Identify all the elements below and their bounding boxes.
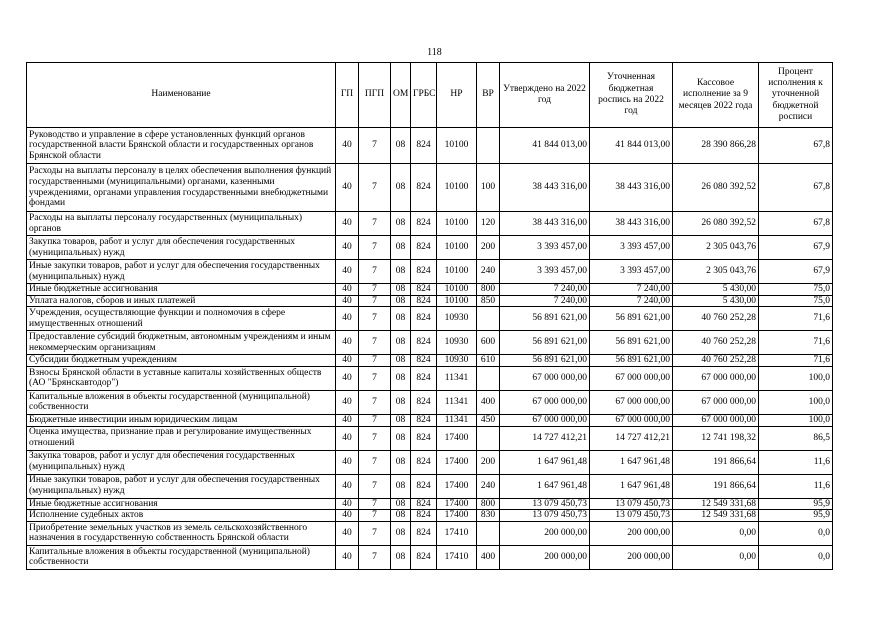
row-percent: 100,0 [759, 414, 833, 426]
row-om: 08 [391, 212, 411, 236]
row-grbs: 824 [411, 284, 437, 296]
row-ppgp: 7 [359, 366, 391, 390]
row-grbs: 824 [411, 498, 437, 510]
row-gp: 40 [336, 331, 359, 355]
row-grbs: 824 [411, 474, 437, 498]
row-refined: 56 891 621,00 [590, 307, 673, 331]
row-nr: 10930 [437, 355, 477, 367]
header-om: ОМ [391, 63, 411, 128]
row-percent: 0,0 [759, 545, 833, 569]
row-vr [477, 366, 500, 390]
page-number: 118 [427, 47, 442, 58]
row-nr: 10100 [437, 260, 477, 284]
row-om: 08 [391, 426, 411, 450]
row-name: Иные закупки товаров, работ и услуг для обеспечения государственных (муниципальных) нужд [27, 260, 336, 284]
row-ppgp: 7 [359, 498, 391, 510]
header-ppgp: ПГП [359, 63, 391, 128]
row-om: 08 [391, 307, 411, 331]
row-approved: 14 727 412,21 [500, 426, 590, 450]
row-grbs: 824 [411, 414, 437, 426]
row-cash: 5 430,00 [673, 284, 759, 296]
row-grbs: 824 [411, 426, 437, 450]
row-percent: 11,6 [759, 474, 833, 498]
row-vr [477, 521, 500, 545]
row-percent: 71,6 [759, 331, 833, 355]
row-percent: 67,8 [759, 128, 833, 164]
row-nr: 10100 [437, 128, 477, 164]
row-ppgp: 7 [359, 521, 391, 545]
row-gp: 40 [336, 474, 359, 498]
row-name: Иные закупки товаров, работ и услуг для обеспечения государственных (муниципальных) нужд [27, 474, 336, 498]
row-cash: 0,00 [673, 545, 759, 569]
row-om: 08 [391, 128, 411, 164]
row-percent: 100,0 [759, 390, 833, 414]
row-om: 08 [391, 164, 411, 212]
table-row [27, 450, 833, 474]
row-vr: 200 [477, 450, 500, 474]
row-cash: 67 000 000,00 [673, 414, 759, 426]
row-name: Бюджетные инвестиции иным юридическим лицам [27, 414, 336, 426]
row-cash: 12 549 331,68 [673, 498, 759, 510]
row-refined: 56 891 621,00 [590, 355, 673, 367]
row-name: Предоставление субсидий бюджетным, автономным учреждениям и иным некоммерческим организациям [27, 331, 336, 355]
row-refined: 38 443 316,00 [590, 164, 673, 212]
table-row [27, 510, 833, 522]
row-om: 08 [391, 366, 411, 390]
row-refined: 13 079 450,73 [590, 510, 673, 522]
row-nr: 11341 [437, 414, 477, 426]
row-ppgp: 7 [359, 284, 391, 296]
row-om: 08 [391, 498, 411, 510]
row-ppgp: 7 [359, 128, 391, 164]
row-nr: 17400 [437, 450, 477, 474]
row-ppgp: 7 [359, 307, 391, 331]
row-vr: 800 [477, 498, 500, 510]
header-grbs: ГРБС [411, 63, 437, 128]
row-approved: 67 000 000,00 [500, 366, 590, 390]
row-nr: 10930 [437, 307, 477, 331]
row-percent: 67,8 [759, 212, 833, 236]
row-refined: 3 393 457,00 [590, 236, 673, 260]
row-gp: 40 [336, 450, 359, 474]
row-gp: 40 [336, 498, 359, 510]
row-percent: 11,6 [759, 450, 833, 474]
row-name: Капитальные вложения в объекты государственной (муниципальной) собственности [27, 545, 336, 569]
row-refined: 7 240,00 [590, 284, 673, 296]
table-row [27, 212, 833, 236]
row-om: 08 [391, 331, 411, 355]
table-row [27, 498, 833, 510]
row-cash: 28 390 866,28 [673, 128, 759, 164]
row-percent: 0,0 [759, 521, 833, 545]
table-row [27, 295, 833, 307]
row-gp: 40 [336, 545, 359, 569]
row-cash: 26 080 392,52 [673, 164, 759, 212]
table-row [27, 284, 833, 296]
row-nr: 17400 [437, 474, 477, 498]
row-om: 08 [391, 545, 411, 569]
header-gp: ГП [336, 63, 359, 128]
row-gp: 40 [336, 307, 359, 331]
row-grbs: 824 [411, 545, 437, 569]
row-gp: 40 [336, 510, 359, 522]
row-grbs: 824 [411, 260, 437, 284]
row-grbs: 824 [411, 212, 437, 236]
row-vr: 400 [477, 390, 500, 414]
row-gp: 40 [336, 212, 359, 236]
row-approved: 7 240,00 [500, 295, 590, 307]
row-cash: 40 760 252,28 [673, 307, 759, 331]
row-approved: 67 000 000,00 [500, 390, 590, 414]
row-nr: 10100 [437, 212, 477, 236]
row-cash: 26 080 392,52 [673, 212, 759, 236]
row-percent: 75,0 [759, 295, 833, 307]
row-grbs: 824 [411, 128, 437, 164]
row-ppgp: 7 [359, 450, 391, 474]
row-approved: 3 393 457,00 [500, 260, 590, 284]
row-approved: 67 000 000,00 [500, 414, 590, 426]
row-vr [477, 128, 500, 164]
table-row [27, 260, 833, 284]
row-grbs: 824 [411, 295, 437, 307]
row-nr: 10930 [437, 331, 477, 355]
row-ppgp: 7 [359, 260, 391, 284]
row-percent: 86,5 [759, 426, 833, 450]
row-grbs: 824 [411, 366, 437, 390]
row-name: Исполнение судебных актов [27, 510, 336, 522]
row-vr: 240 [477, 474, 500, 498]
row-ppgp: 7 [359, 414, 391, 426]
row-name: Руководство и управление в сфере установленных функций органов государственной власти Брянской области и государственных органов Брянской области [27, 128, 336, 164]
row-ppgp: 7 [359, 545, 391, 569]
row-vr: 200 [477, 236, 500, 260]
table-header-row [27, 63, 833, 128]
row-name: Субсидии бюджетным учреждениям [27, 355, 336, 367]
row-cash: 40 760 252,28 [673, 355, 759, 367]
row-vr: 450 [477, 414, 500, 426]
row-cash: 191 866,64 [673, 450, 759, 474]
row-cash: 2 305 043,76 [673, 236, 759, 260]
table-row [27, 128, 833, 164]
row-nr: 10100 [437, 295, 477, 307]
header-vr: ВР [477, 63, 500, 128]
row-ppgp: 7 [359, 164, 391, 212]
row-gp: 40 [336, 260, 359, 284]
row-percent: 67,9 [759, 236, 833, 260]
row-ppgp: 7 [359, 510, 391, 522]
row-grbs: 824 [411, 331, 437, 355]
row-grbs: 824 [411, 164, 437, 212]
row-vr: 100 [477, 164, 500, 212]
row-refined: 38 443 316,00 [590, 212, 673, 236]
row-approved: 7 240,00 [500, 284, 590, 296]
row-refined: 67 000 000,00 [590, 390, 673, 414]
row-gp: 40 [336, 284, 359, 296]
row-ppgp: 7 [359, 212, 391, 236]
row-refined: 67 000 000,00 [590, 366, 673, 390]
row-refined: 200 000,00 [590, 545, 673, 569]
row-ppgp: 7 [359, 236, 391, 260]
row-om: 08 [391, 521, 411, 545]
row-name: Иные бюджетные ассигнования [27, 284, 336, 296]
row-grbs: 824 [411, 510, 437, 522]
row-approved: 200 000,00 [500, 521, 590, 545]
row-approved: 13 079 450,73 [500, 498, 590, 510]
row-grbs: 824 [411, 236, 437, 260]
row-nr: 10100 [437, 164, 477, 212]
row-name: Закупка товаров, работ и услуг для обеспечения государственных (муниципальных) нужд [27, 450, 336, 474]
header-name: Наименование [27, 63, 336, 128]
row-approved: 3 393 457,00 [500, 236, 590, 260]
row-name: Капитальные вложения в объекты государственной (муниципальной) собственности [27, 390, 336, 414]
row-grbs: 824 [411, 307, 437, 331]
row-name: Закупка товаров, работ и услуг для обеспечения государственных (муниципальных) нужд [27, 236, 336, 260]
row-gp: 40 [336, 414, 359, 426]
row-refined: 200 000,00 [590, 521, 673, 545]
row-refined: 56 891 621,00 [590, 331, 673, 355]
row-vr: 610 [477, 355, 500, 367]
row-grbs: 824 [411, 355, 437, 367]
row-om: 08 [391, 295, 411, 307]
row-nr: 17400 [437, 498, 477, 510]
row-ppgp: 7 [359, 474, 391, 498]
row-vr: 830 [477, 510, 500, 522]
row-percent: 95,9 [759, 498, 833, 510]
row-approved: 56 891 621,00 [500, 331, 590, 355]
header-nr: НР [437, 63, 477, 128]
table-row [27, 307, 833, 331]
row-om: 08 [391, 474, 411, 498]
row-cash: 67 000 000,00 [673, 366, 759, 390]
row-name: Оценка имущества, признание прав и регулирование имущественных отношений [27, 426, 336, 450]
row-name: Расходы на выплаты персоналу государственных (муниципальных) органов [27, 212, 336, 236]
row-nr: 10100 [437, 236, 477, 260]
row-refined: 67 000 000,00 [590, 414, 673, 426]
row-cash: 67 000 000,00 [673, 390, 759, 414]
row-refined: 7 240,00 [590, 295, 673, 307]
table-row [27, 236, 833, 260]
row-gp: 40 [336, 390, 359, 414]
row-ppgp: 7 [359, 295, 391, 307]
row-percent: 75,0 [759, 284, 833, 296]
row-gp: 40 [336, 295, 359, 307]
row-nr: 17400 [437, 426, 477, 450]
row-nr: 17400 [437, 510, 477, 522]
row-name: Учреждения, осуществляющие функции и полномочия в сфере имущественных отношений [27, 307, 336, 331]
row-percent: 67,8 [759, 164, 833, 212]
row-name: Уплата налогов, сборов и иных платежей [27, 295, 336, 307]
row-refined: 14 727 412,21 [590, 426, 673, 450]
row-om: 08 [391, 355, 411, 367]
row-om: 08 [391, 260, 411, 284]
row-cash: 12 741 198,32 [673, 426, 759, 450]
row-ppgp: 7 [359, 426, 391, 450]
row-grbs: 824 [411, 450, 437, 474]
header-approved: Утверждено на 2022 год [500, 63, 590, 128]
row-approved: 41 844 013,00 [500, 128, 590, 164]
row-vr: 600 [477, 331, 500, 355]
table-body [27, 128, 833, 570]
row-name: Иные бюджетные ассигнования [27, 498, 336, 510]
table-row [27, 164, 833, 212]
row-gp: 40 [336, 521, 359, 545]
row-percent: 71,6 [759, 307, 833, 331]
row-nr: 11341 [437, 366, 477, 390]
row-gp: 40 [336, 164, 359, 212]
row-refined: 1 647 961,48 [590, 450, 673, 474]
header-cash: Кассовое исполнение за 9 месяцев 2022 года [673, 63, 759, 128]
row-refined: 13 079 450,73 [590, 498, 673, 510]
table-row [27, 426, 833, 450]
row-vr: 400 [477, 545, 500, 569]
row-approved: 56 891 621,00 [500, 307, 590, 331]
table-row [27, 355, 833, 367]
row-approved: 1 647 961,48 [500, 450, 590, 474]
table-row [27, 545, 833, 569]
row-gp: 40 [336, 236, 359, 260]
row-om: 08 [391, 284, 411, 296]
row-vr [477, 426, 500, 450]
row-nr: 11341 [437, 390, 477, 414]
row-vr: 850 [477, 295, 500, 307]
row-gp: 40 [336, 366, 359, 390]
row-cash: 2 305 043,76 [673, 260, 759, 284]
row-cash: 191 866,64 [673, 474, 759, 498]
row-percent: 67,9 [759, 260, 833, 284]
row-name: Расходы на выплаты персоналу в целях обеспечения выполнения функций государственными (муниципальными) органами, казенными учреждениями, органами управления государственными внебюджетными фондами [27, 164, 336, 212]
row-ppgp: 7 [359, 355, 391, 367]
row-vr [477, 307, 500, 331]
row-approved: 38 443 316,00 [500, 212, 590, 236]
row-vr: 120 [477, 212, 500, 236]
row-nr: 17410 [437, 521, 477, 545]
table-row [27, 521, 833, 545]
row-om: 08 [391, 414, 411, 426]
row-om: 08 [391, 236, 411, 260]
row-refined: 1 647 961,48 [590, 474, 673, 498]
row-vr: 800 [477, 284, 500, 296]
row-approved: 200 000,00 [500, 545, 590, 569]
row-cash: 0,00 [673, 521, 759, 545]
row-gp: 40 [336, 128, 359, 164]
table-row [27, 366, 833, 390]
row-om: 08 [391, 390, 411, 414]
row-refined: 3 393 457,00 [590, 260, 673, 284]
table-row [27, 474, 833, 498]
table-row [27, 331, 833, 355]
row-percent: 71,6 [759, 355, 833, 367]
row-gp: 40 [336, 355, 359, 367]
row-vr: 240 [477, 260, 500, 284]
budget-table [26, 62, 833, 570]
row-grbs: 824 [411, 521, 437, 545]
row-om: 08 [391, 450, 411, 474]
row-cash: 5 430,00 [673, 295, 759, 307]
row-approved: 13 079 450,73 [500, 510, 590, 522]
header-percent: Процент исполнения к уточненной бюджетной росписи [759, 63, 833, 128]
row-cash: 12 549 331,68 [673, 510, 759, 522]
row-percent: 95,9 [759, 510, 833, 522]
row-cash: 40 760 252,28 [673, 331, 759, 355]
row-percent: 100,0 [759, 366, 833, 390]
header-refined: Уточненная бюджетная роспись на 2022 год [590, 63, 673, 128]
row-ppgp: 7 [359, 331, 391, 355]
row-approved: 38 443 316,00 [500, 164, 590, 212]
table-row [27, 390, 833, 414]
row-name: Приобретение земельных участков из земель сельскохозяйственного назначения в государственную собственность Брянской области [27, 521, 336, 545]
row-approved: 56 891 621,00 [500, 355, 590, 367]
table-row [27, 414, 833, 426]
row-nr: 17410 [437, 545, 477, 569]
row-grbs: 824 [411, 390, 437, 414]
row-om: 08 [391, 510, 411, 522]
row-gp: 40 [336, 426, 359, 450]
row-ppgp: 7 [359, 390, 391, 414]
row-nr: 10100 [437, 284, 477, 296]
row-name: Взносы Брянской области в уставные капиталы хозяйственных обществ (АО "Брянскавтодор") [27, 366, 336, 390]
row-approved: 1 647 961,48 [500, 474, 590, 498]
row-refined: 41 844 013,00 [590, 128, 673, 164]
